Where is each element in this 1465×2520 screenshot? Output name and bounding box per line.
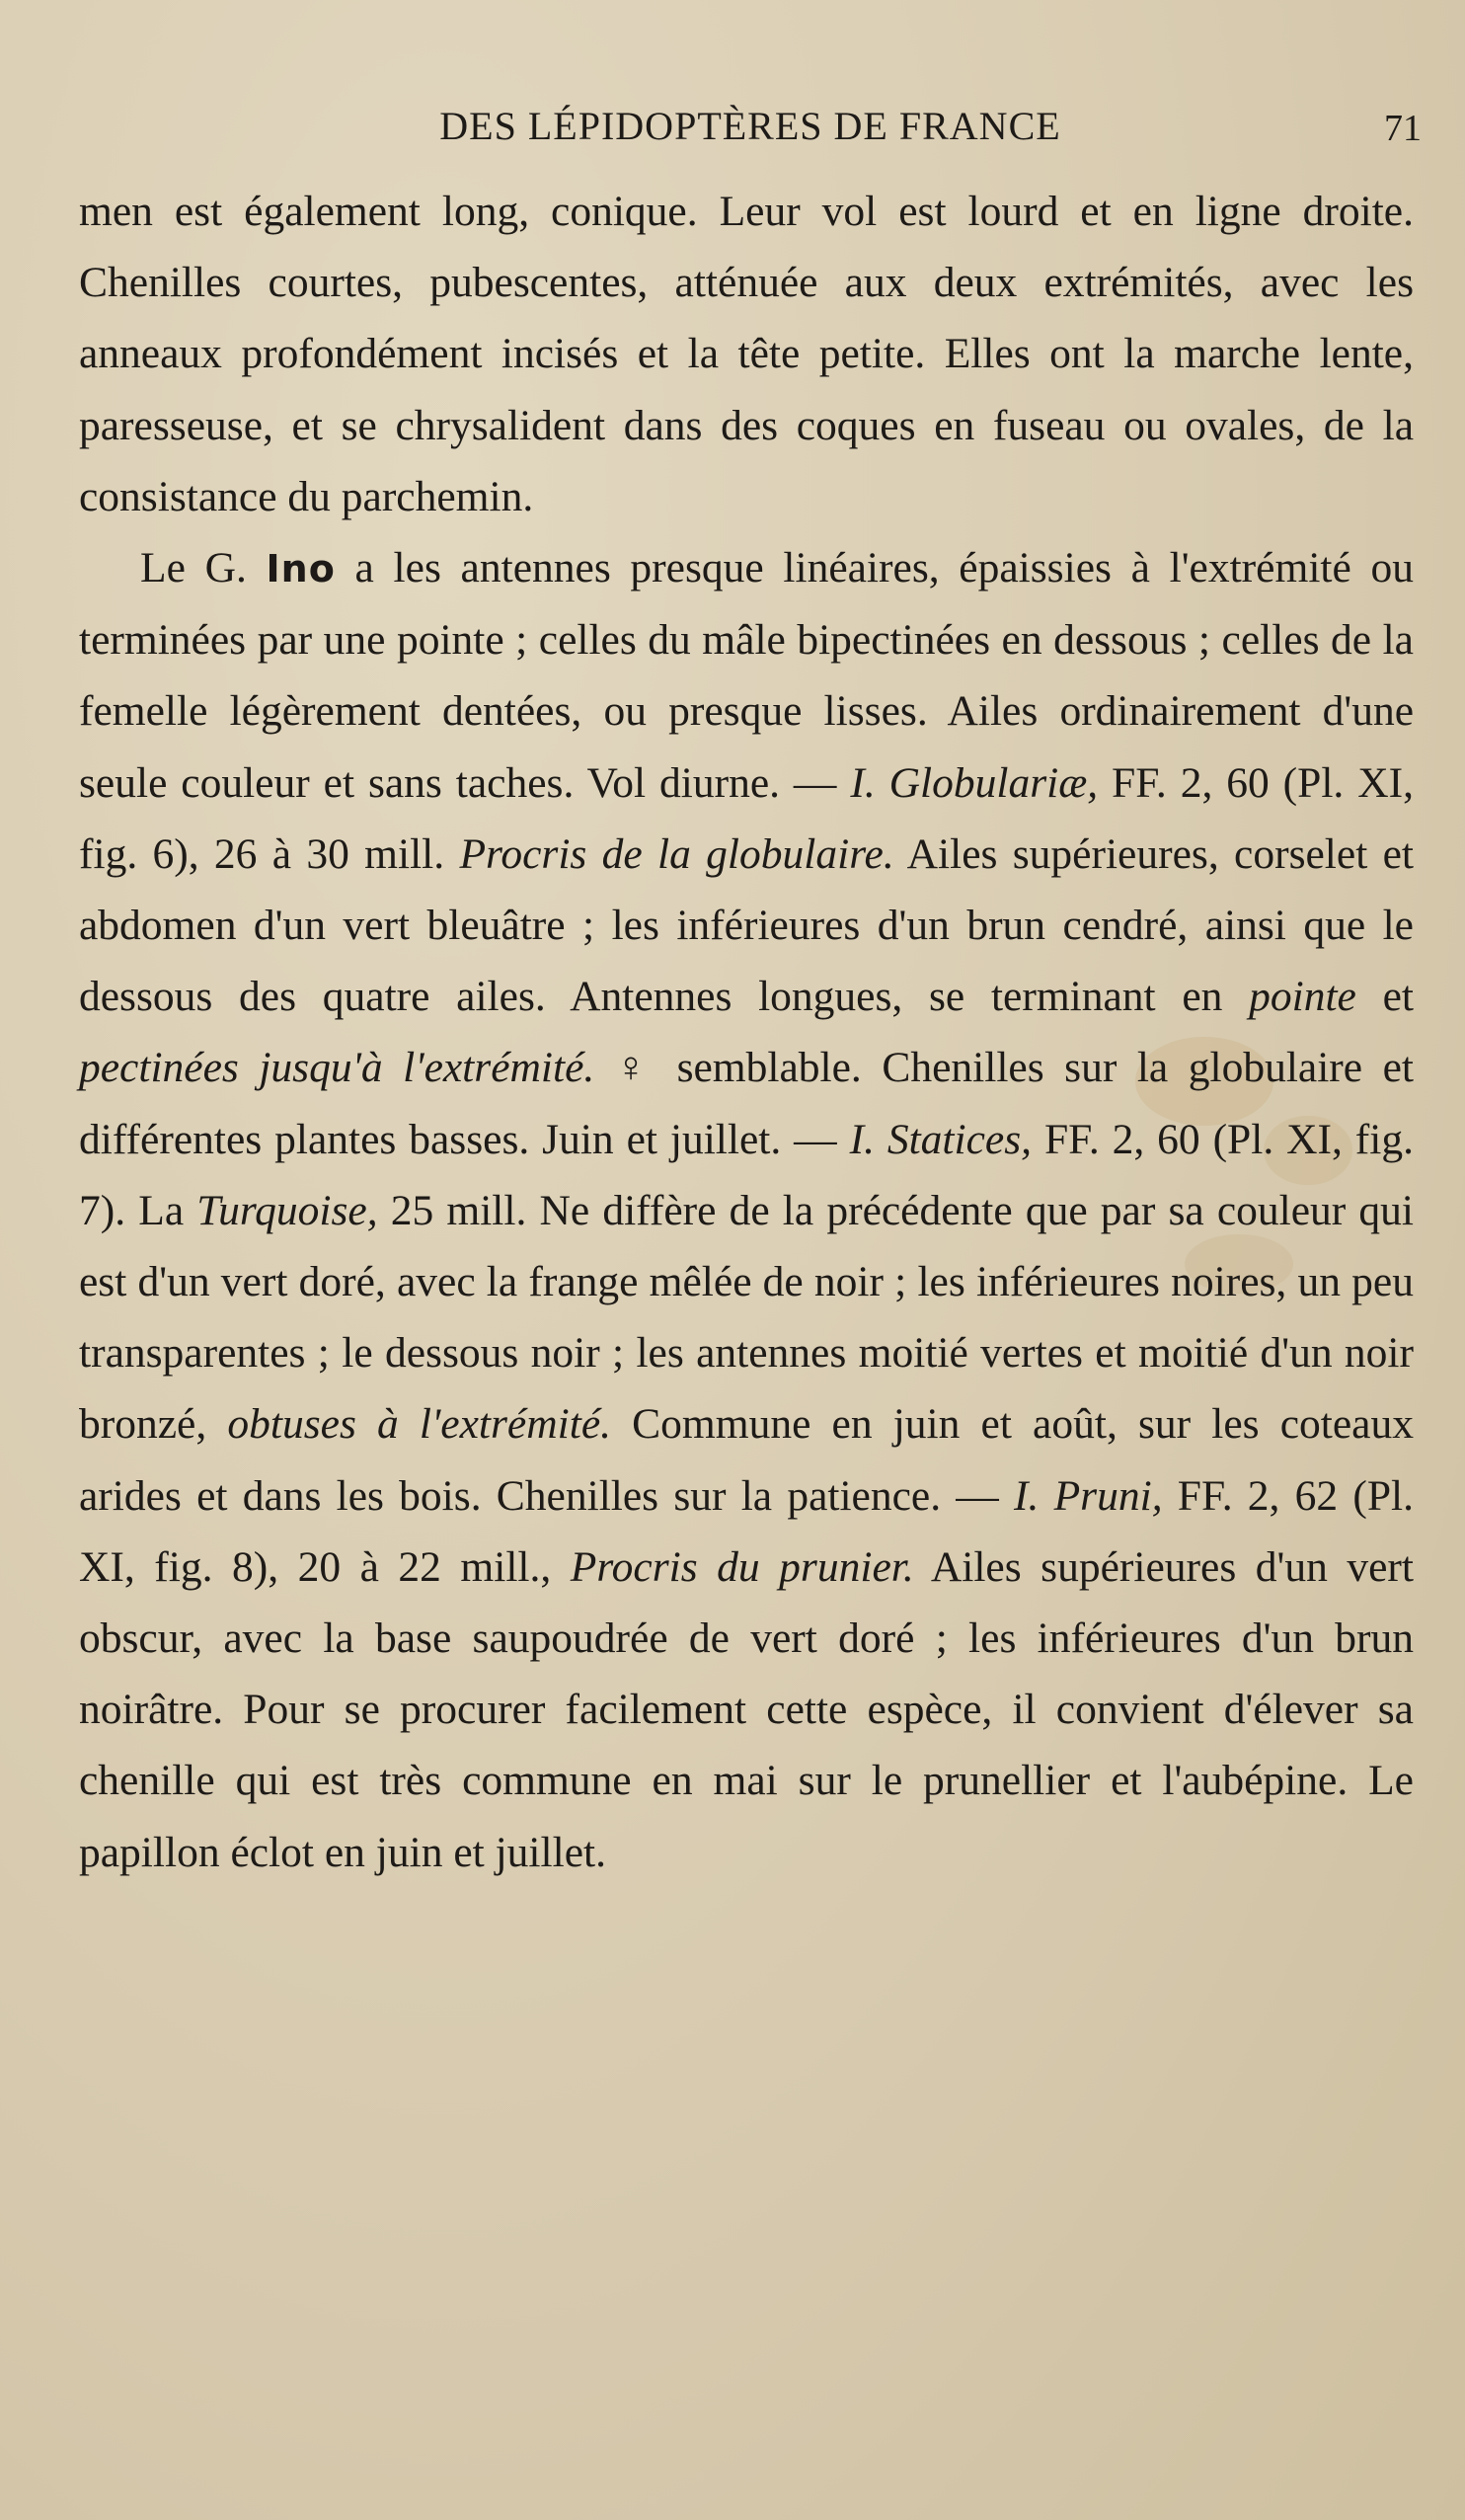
text-run: a les antennes presque linéaires, épaissies à l'extrémité ou terminées par une pointe ; celles du mâle bipectinées en dessous ; celles de la femelle légèrement dentées, ou presque lisses. Ailes ordinairement d'une seule couleur et sans taches. Vol diurne. — bbox=[79, 544, 1414, 807]
italic-text: I. Globulariæ, bbox=[850, 758, 1099, 807]
page-number: 71 bbox=[1384, 108, 1422, 149]
italic-text: pointe bbox=[1249, 973, 1356, 1021]
text-run: FF. 2, 60 (Pl. XI, fig. 6), 26 à 30 mill. bbox=[79, 758, 1414, 878]
paragraph bbox=[79, 176, 1414, 532]
running-head bbox=[79, 99, 1422, 158]
text-run: Le G. bbox=[140, 544, 267, 592]
paragraph bbox=[79, 532, 1414, 1888]
italic-text: obtuses à l'extrémité. bbox=[227, 1400, 611, 1449]
text-run: 25 mill. Ne diffère de la précédente que par sa couleur qui est d'un vert doré, avec la frange mêlée de noir ; les inférieures noires, un peu transparentes ; le dessous noir ; les antennes moitié vertes et moitié d'un noir bronzé, bbox=[79, 1186, 1414, 1449]
text-run: Ailes supérieures, corselet et abdomen d'un vert bleuâtre ; les inférieures d'un brun cendré, ainsi que le dessous des quatre ailes. Antennes longues, se terminant en bbox=[79, 829, 1414, 1021]
italic-text: pectinées jusqu'à l'extrémité. bbox=[79, 1044, 595, 1092]
italic-text: Turquoise, bbox=[196, 1186, 378, 1234]
text-run: Ailes supérieures d'un vert obscur, avec la base saupoudrée de vert doré ; les inférieures d'un brun noirâtre. Pour se procurer facilement cette espèce, il convient d'élever sa chenille qui est très commune en mai sur le prunellier et l'aubépine. Le papillon éclot en juin et juillet. bbox=[79, 1542, 1414, 1876]
text-run: FF. 2, 62 (Pl. XI, fig. 8), 20 à 22 mill., bbox=[79, 1471, 1414, 1591]
italic-text: Procris de la globulaire. bbox=[459, 829, 894, 878]
genus-name: Ino bbox=[266, 547, 336, 591]
running-title: DES LÉPIDOPTÈRES DE FRANCE bbox=[439, 104, 1061, 148]
body-text bbox=[79, 176, 1414, 1888]
italic-text: Procris du prunier. bbox=[570, 1542, 914, 1591]
text-run: men est également long, conique. Leur vol est lourd et en ligne droite. Chenilles courtes, pubescentes, atténuée aux deux extrémités, avec les anneaux profondément incisés et la tête petite. Elles ont la marche lente, paresseuse, et se chrysalident dans des coques en fuseau ou ovales, de la consistance du parchemin. bbox=[79, 188, 1414, 520]
text-run: et bbox=[1355, 973, 1414, 1021]
text-run: ♀ semblable. Chenilles sur la globulaire et différentes plantes basses. Juin et juillet. — bbox=[79, 1044, 1414, 1163]
text-run: Commune en juin et août, sur les coteaux arides et dans les bois. Chenilles sur la patience. — bbox=[79, 1400, 1414, 1520]
italic-text: I. Pruni, bbox=[1014, 1471, 1163, 1520]
italic-text: I. Statices, bbox=[849, 1115, 1033, 1163]
text-run: FF. 2, 60 (Pl. XI, fig. 7). La bbox=[79, 1115, 1415, 1234]
